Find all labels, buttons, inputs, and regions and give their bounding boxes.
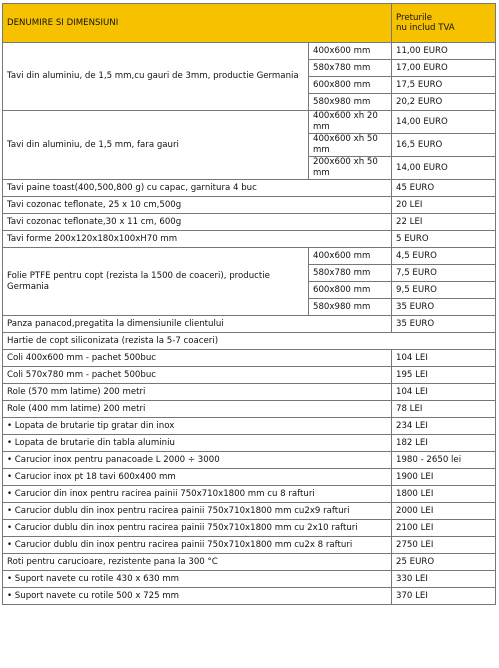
- item-name-cell: • Carucior dublu din inox pentru racirea painii 750x710x1800 mm cu 2x10 rafturi: [3, 520, 392, 537]
- price-cell: 5 EURO: [392, 231, 496, 248]
- size-cell: 600x800 mm: [309, 282, 392, 299]
- item-name-cell: • Suport navete cu rotile 500 x 725 mm: [3, 588, 392, 605]
- item-name-cell: • Carucior din inox pentru racirea painii 750x710x1800 mm cu 8 rafturi: [3, 486, 392, 503]
- item-name-cell: Role (400 mm latime) 200 metri: [3, 401, 392, 418]
- table-row: [3, 111, 496, 134]
- table-row: [3, 452, 496, 469]
- size-cell: 400x600 mm: [309, 43, 392, 60]
- item-name-cell: Tavi paine toast(400,500,800 g) cu capac, garnitura 4 buc: [3, 180, 392, 197]
- table-row: [3, 486, 496, 503]
- header-price-line2: nu includ TVA: [396, 23, 455, 33]
- size-cell: 580x780 mm: [309, 60, 392, 77]
- table-row: [3, 180, 496, 197]
- header-price-line1: Preturile: [396, 13, 433, 23]
- price-cell: 14,00 EURO: [392, 157, 496, 180]
- table-row: [3, 316, 496, 333]
- table-row: [3, 554, 496, 571]
- price-cell: 20 LEI: [392, 197, 496, 214]
- item-name-cell: Tavi forme 200x120x180x100xH70 mm: [3, 231, 392, 248]
- table-row: [3, 401, 496, 418]
- header-name-cell: [3, 4, 392, 43]
- price-cell: 1800 LEI: [392, 486, 496, 503]
- price-cell: 22 LEI: [392, 214, 496, 231]
- price-cell: 17,00 EURO: [392, 60, 496, 77]
- size-cell: 400x600 xh 20 mm: [309, 111, 392, 134]
- size-cell: 400x600 mm: [309, 248, 392, 265]
- table-row: [3, 231, 496, 248]
- table-row: [3, 43, 496, 60]
- table-row: [3, 248, 496, 265]
- price-cell: 7,5 EURO: [392, 265, 496, 282]
- item-name-cell: • Lopata de brutarie tip gratar din inox: [3, 418, 392, 435]
- section-row: [3, 333, 496, 350]
- size-cell: 580x980 mm: [309, 299, 392, 316]
- item-name-cell: Coli 570x780 mm - pachet 500buc: [3, 367, 392, 384]
- section-title-cell: Hartie de copt siliconizata (rezista la 5-7 coaceri): [3, 333, 496, 350]
- price-cell: 35 EURO: [392, 299, 496, 316]
- price-cell: 330 LEI: [392, 571, 496, 588]
- table-row: [3, 367, 496, 384]
- header-price-cell: [392, 4, 496, 43]
- item-name-cell: • Carucior inox pt 18 tavi 600x400 mm: [3, 469, 392, 486]
- table-row: [3, 197, 496, 214]
- price-cell: 104 LEI: [392, 350, 496, 367]
- price-cell: 14,00 EURO: [392, 111, 496, 134]
- table-row: [3, 503, 496, 520]
- item-name-cell: • Carucior dublu din inox pentru racirea painii 750x710x1800 mm cu2x9 rafturi: [3, 503, 392, 520]
- item-name-cell: • Carucior inox pentru panacoade L 2000 ÷ 3000: [3, 452, 392, 469]
- price-cell: 20,2 EURO: [392, 94, 496, 111]
- price-cell: 234 LEI: [392, 418, 496, 435]
- price-cell: 25 EURO: [392, 554, 496, 571]
- price-cell: 1980 - 2650 lei: [392, 452, 496, 469]
- size-cell: 400x600 xh 50 mm: [309, 134, 392, 157]
- table-row: [3, 537, 496, 554]
- group-name-cell: Tavi din aluminiu, de 1,5 mm,cu gauri de 3mm, productie Germania: [3, 43, 309, 111]
- price-cell: 1900 LEI: [392, 469, 496, 486]
- size-cell: 580x980 mm: [309, 94, 392, 111]
- table-row: [3, 214, 496, 231]
- price-cell: 182 LEI: [392, 435, 496, 452]
- table-row: [3, 588, 496, 605]
- item-name-cell: • Lopata de brutarie din tabla aluminiu: [3, 435, 392, 452]
- item-name-cell: • Suport navete cu rotile 430 x 630 mm: [3, 571, 392, 588]
- item-name-cell: Roti pentru carucioare, rezistente pana la 300 °C: [3, 554, 392, 571]
- table-row: [3, 384, 496, 401]
- item-name-cell: Coli 400x600 mm - pachet 500buc: [3, 350, 392, 367]
- table-row: [3, 469, 496, 486]
- price-cell: 17,5 EURO: [392, 77, 496, 94]
- item-name-cell: Role (570 mm latime) 200 metri: [3, 384, 392, 401]
- price-cell: 78 LEI: [392, 401, 496, 418]
- price-cell: 195 LEI: [392, 367, 496, 384]
- size-cell: 200x600 xh 50 mm: [309, 157, 392, 180]
- price-cell: 370 LEI: [392, 588, 496, 605]
- header-name-label: DENUMIRE SI DIMENSIUNI: [7, 17, 119, 28]
- price-cell: 4,5 EURO: [392, 248, 496, 265]
- price-cell: 2750 LEI: [392, 537, 496, 554]
- table-row: [3, 418, 496, 435]
- price-cell: 104 LEI: [392, 384, 496, 401]
- price-cell: 35 EURO: [392, 316, 496, 333]
- price-cell: 2000 LEI: [392, 503, 496, 520]
- price-cell: 11,00 EURO: [392, 43, 496, 60]
- table-row: [3, 435, 496, 452]
- table-header-row: [3, 4, 496, 43]
- table-row: [3, 350, 496, 367]
- price-cell: 45 EURO: [392, 180, 496, 197]
- group-name-cell: Folie PTFE pentru copt (rezista la 1500 de coaceri), productie Germania: [3, 248, 309, 316]
- table-row: [3, 571, 496, 588]
- table-row: [3, 520, 496, 537]
- price-cell: 9,5 EURO: [392, 282, 496, 299]
- item-name-cell: Tavi cozonac teflonate,30 x 11 cm, 600g: [3, 214, 392, 231]
- item-name-cell: Tavi cozonac teflonate, 25 x 10 cm,500g: [3, 197, 392, 214]
- price-cell: 16,5 EURO: [392, 134, 496, 157]
- group-name-cell: Tavi din aluminiu, de 1,5 mm, fara gauri: [3, 111, 309, 180]
- item-name-cell: Panza panacod,pregatita la dimensiunile clientului: [3, 316, 392, 333]
- size-cell: 580x780 mm: [309, 265, 392, 282]
- price-cell: 2100 LEI: [392, 520, 496, 537]
- price-list-table: [2, 3, 496, 605]
- item-name-cell: • Carucior dublu din inox pentru racirea painii 750x710x1800 mm cu2x 8 rafturi: [3, 537, 392, 554]
- size-cell: 600x800 mm: [309, 77, 392, 94]
